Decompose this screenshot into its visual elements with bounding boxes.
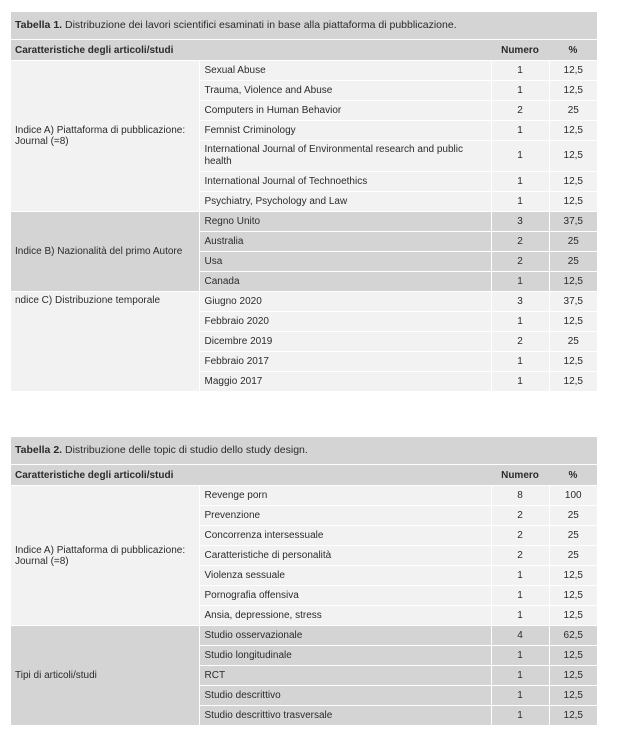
- percent-value: 12,5: [549, 372, 597, 392]
- count-value: 1: [491, 312, 549, 332]
- header-percent: %: [549, 40, 597, 61]
- percent-value: 25: [549, 526, 597, 546]
- percent-value: 25: [549, 332, 597, 352]
- header-number: Numero: [491, 40, 549, 61]
- item-label: Regno Unito: [199, 212, 491, 232]
- percent-value: 12,5: [549, 192, 597, 212]
- count-value: 1: [491, 141, 549, 172]
- count-value: 1: [491, 686, 549, 706]
- table-1-body: [11, 61, 597, 392]
- count-value: 2: [491, 526, 549, 546]
- count-value: 1: [491, 121, 549, 141]
- percent-value: 25: [549, 101, 597, 121]
- percent-value: 12,5: [549, 352, 597, 372]
- percent-value: 12,5: [549, 172, 597, 192]
- count-value: 1: [491, 272, 549, 292]
- item-label: Australia: [199, 232, 491, 252]
- group-label: Indice A) Piattaforma di pubblicazione: Journal (=8): [11, 61, 199, 212]
- group-label: Indice A) Piattaforma di pubblicazione: Journal (=8): [11, 486, 199, 626]
- count-value: 1: [491, 81, 549, 101]
- percent-value: 12,5: [549, 646, 597, 666]
- table-2-title: Distribuzione delle topic di studio dello study design.: [65, 444, 308, 456]
- table-2-grid: [11, 464, 597, 725]
- header-percent: %: [549, 465, 597, 486]
- table-row: [11, 486, 597, 506]
- item-label: Maggio 2017: [199, 372, 491, 392]
- count-value: 1: [491, 646, 549, 666]
- table-1-header-row: [11, 40, 597, 61]
- percent-value: 25: [549, 546, 597, 566]
- percent-value: 37,5: [549, 292, 597, 312]
- count-value: 8: [491, 486, 549, 506]
- table-row: [11, 212, 597, 232]
- item-label: Usa: [199, 252, 491, 272]
- count-value: 1: [491, 372, 549, 392]
- table-row: [11, 292, 597, 312]
- percent-value: 12,5: [549, 606, 597, 626]
- percent-value: 12,5: [549, 312, 597, 332]
- item-label: Violenza sessuale: [199, 566, 491, 586]
- item-label: International Journal of Environmental research and public health: [199, 141, 491, 172]
- item-label: Concorrenza intersessuale: [199, 526, 491, 546]
- count-value: 2: [491, 252, 549, 272]
- count-value: 1: [491, 706, 549, 726]
- count-value: 4: [491, 626, 549, 646]
- percent-value: 62,5: [549, 626, 597, 646]
- count-value: 1: [491, 352, 549, 372]
- header-number: Numero: [491, 465, 549, 486]
- count-value: 2: [491, 101, 549, 121]
- item-label: Femnist Criminology: [199, 121, 491, 141]
- item-label: Revenge porn: [199, 486, 491, 506]
- table-row: [11, 61, 597, 81]
- item-label: Trauma, Violence and Abuse: [199, 81, 491, 101]
- percent-value: 12,5: [549, 272, 597, 292]
- group-label: Tipi di articoli/studi: [11, 626, 199, 726]
- item-label: Psychiatry, Psychology and Law: [199, 192, 491, 212]
- item-label: Dicembre 2019: [199, 332, 491, 352]
- table-1-grid: [11, 39, 597, 391]
- percent-value: 12,5: [549, 81, 597, 101]
- percent-value: 12,5: [549, 686, 597, 706]
- item-label: Pornografia offensiva: [199, 586, 491, 606]
- item-label: Studio descrittivo trasversale: [199, 706, 491, 726]
- item-label: Studio longitudinale: [199, 646, 491, 666]
- count-value: 1: [491, 61, 549, 81]
- percent-value: 25: [549, 232, 597, 252]
- item-label: Febbraio 2017: [199, 352, 491, 372]
- item-label: Sexual Abuse: [199, 61, 491, 81]
- table-2-label: Tabella 2.: [15, 444, 63, 456]
- percent-value: 12,5: [549, 121, 597, 141]
- table-2-header-row: [11, 465, 597, 486]
- group-label: ndice C) Distribuzione temporale: [11, 292, 199, 392]
- percent-value: 37,5: [549, 212, 597, 232]
- item-label: Febbraio 2020: [199, 312, 491, 332]
- item-label: Canada: [199, 272, 491, 292]
- header-characteristics: Caratteristiche degli articoli/studi: [11, 40, 491, 61]
- percent-value: 12,5: [549, 566, 597, 586]
- percent-value: 12,5: [549, 586, 597, 606]
- item-label: Studio osservazionale: [199, 626, 491, 646]
- item-label: Prevenzione: [199, 506, 491, 526]
- count-value: 2: [491, 232, 549, 252]
- table-2: [11, 437, 597, 725]
- count-value: 1: [491, 586, 549, 606]
- table-1-label: Tabella 1.: [15, 19, 63, 31]
- table-row: [11, 626, 597, 646]
- percent-value: 25: [549, 506, 597, 526]
- percent-value: 25: [549, 252, 597, 272]
- table-2-caption: [11, 437, 597, 464]
- item-label: Computers in Human Behavior: [199, 101, 491, 121]
- count-value: 2: [491, 332, 549, 352]
- table-1-title: Distribuzione dei lavori scientifici esaminati in base alla piattaforma di pubblicazione.: [65, 19, 457, 31]
- count-value: 1: [491, 606, 549, 626]
- percent-value: 12,5: [549, 61, 597, 81]
- count-value: 2: [491, 506, 549, 526]
- count-value: 1: [491, 666, 549, 686]
- count-value: 2: [491, 546, 549, 566]
- table-1: [11, 12, 597, 391]
- count-value: 3: [491, 292, 549, 312]
- item-label: Giugno 2020: [199, 292, 491, 312]
- count-value: 1: [491, 192, 549, 212]
- percent-value: 12,5: [549, 706, 597, 726]
- group-label: Indice B) Nazionalità del primo Autore: [11, 212, 199, 292]
- table-1-caption: [11, 12, 597, 39]
- percent-value: 100: [549, 486, 597, 506]
- item-label: International Journal of Technoethics: [199, 172, 491, 192]
- percent-value: 12,5: [549, 141, 597, 172]
- item-label: RCT: [199, 666, 491, 686]
- count-value: 3: [491, 212, 549, 232]
- item-label: Ansia, depressione, stress: [199, 606, 491, 626]
- percent-value: 12,5: [549, 666, 597, 686]
- header-characteristics: Caratteristiche degli articoli/studi: [11, 465, 491, 486]
- table-2-body: [11, 486, 597, 726]
- count-value: 1: [491, 566, 549, 586]
- item-label: Studio descrittivo: [199, 686, 491, 706]
- count-value: 1: [491, 172, 549, 192]
- item-label: Caratteristiche di personalità: [199, 546, 491, 566]
